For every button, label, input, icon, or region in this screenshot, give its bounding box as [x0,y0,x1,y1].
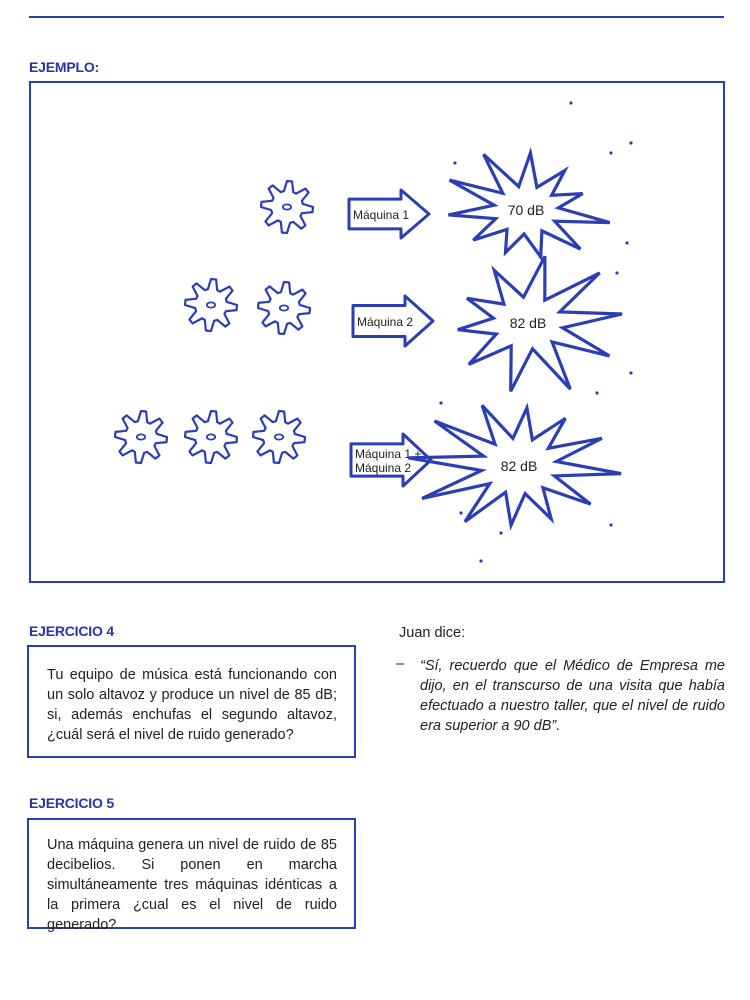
scatter-dot [459,511,462,514]
exercise4-box [27,645,356,758]
scatter-dot [629,141,632,144]
gear-hub [137,434,145,439]
noise-level-label: 82 dB [509,315,547,331]
quote-dash: – [396,656,405,672]
scatter-dot [569,101,572,104]
scatter-dot [609,523,612,526]
machine-gear-icon [185,411,237,463]
scatter-dot [453,161,456,164]
machine-gear-icon [185,279,237,331]
gear-hub [207,302,215,307]
arrow-label: Máquina 2 [355,461,412,475]
gear-hub [207,434,215,439]
scatter-dot [499,531,502,534]
arrow-label: Máquina 1 [353,208,410,222]
machine-gear-icon [253,411,305,463]
noise-level-label: 82 dB [500,458,538,474]
exercise5-text: Una máquina genera un nivel de ruido de 85 decibelios. Si ponen en marcha simultáneamente tres máquinas idénticas a la primera ¿cual es el nivel de ruido generado? [47,837,337,933]
gear-hub [280,305,288,310]
exercise5-label: EJERCICIO 5 [29,795,114,811]
noise-level-label: 70 dB [507,202,545,218]
gear-hub [283,204,291,209]
exercise4-text: Tu equipo de música está funcionando con un solo altavoz y produce un nivel de 85 dB; si, además enchufas el segundo altavoz, ¿cuál será el nivel de ruido generado? [47,667,337,743]
example-diagram [31,83,723,581]
scatter-dot [615,271,618,274]
scatter-dot [449,431,452,434]
juan-intro: Juan dice: [399,625,466,641]
example-figure [29,81,725,583]
scatter-dot [625,241,628,244]
machine-gear-icon [261,181,313,233]
example-label: EJEMPLO: [29,59,99,75]
arrow-label: Máquina 1 + [355,447,422,461]
scatter-dot [629,371,632,374]
machine-gear-icon [258,282,310,334]
top-rule [29,16,724,18]
arrow-label: Máquina 2 [357,315,414,329]
scatter-dot [479,559,482,562]
scatter-dot [439,401,442,404]
gear-hub [275,434,283,439]
scatter-dot [609,151,612,154]
exercise5-box [27,818,356,933]
scatter-dot [595,391,598,394]
juan-quote: “Sí, recuerdo que el Médico de Empresa me dijo, en el transcurso de una visita que había efectuado a nuestro taller, que el nivel de ruido era superior a 90 dB”. [420,658,725,734]
machine-gear-icon [115,411,167,463]
exercise4-label: EJERCICIO 4 [29,623,114,639]
